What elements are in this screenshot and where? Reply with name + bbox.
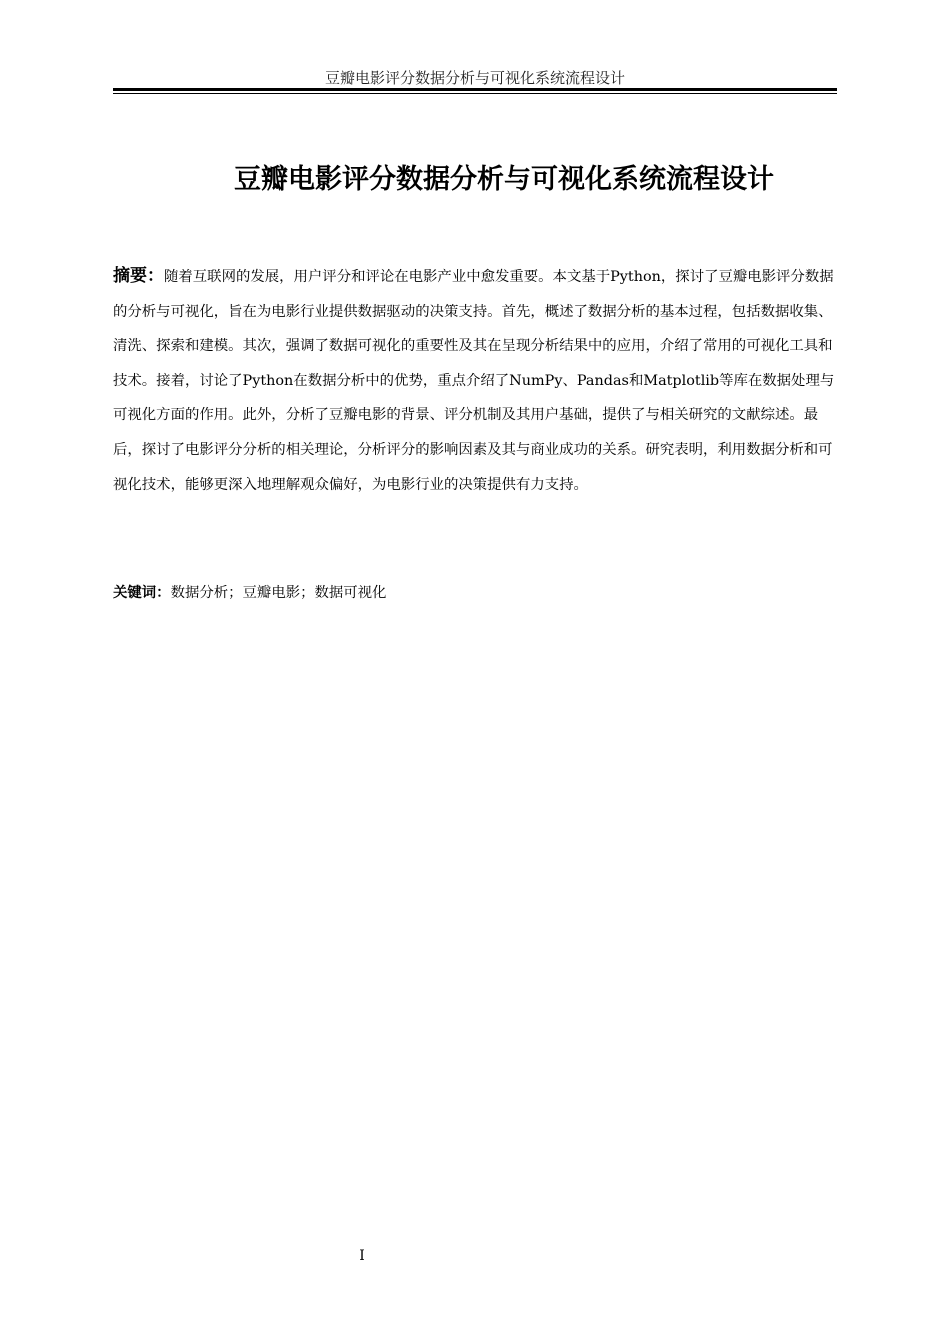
keywords-label: 关键词： [113, 584, 171, 601]
paper-title: 豆瓣电影评分数据分析与可视化系统流程设计 [234, 164, 774, 195]
abstract-text: 随着互联网的发展，用户评分和评论在电影产业中愈发重要。本文基于Python，探讨了豆瓣电影评分数据的分析与可视化，旨在为电影行业提供数据驱动的决策支持。首先，概述了数据分析的基本过程，包括数据收集、清洗、探索和建模。其次，强调了数据可视化的重要性及其在呈现分析结果中的应用，介绍了常用的可视化工具和技术。接着，讨论了Python在数据分析中的优势，重点介绍了NumPy、Pandas和Matplotlib等库在数据处理与可视化方面的作用。此外，分析了豆瓣电影的背景、评分机制及其用户基础，提供了与相关研究的文献综述。最后，探讨了电影评分分析的相关理论，分析评分的影响因素及其与商业成功的关系。研究表明，利用数据分析和可视化技术，能够更深入地理解观众偏好，为电影行业的决策提供有力支持。 [113, 269, 835, 493]
running-header: 豆瓣电影评分数据分析与可视化系统流程设计 [324, 69, 625, 87]
abstract-paragraph [113, 259, 843, 502]
header-rule-thin [113, 93, 837, 94]
keywords-line [113, 578, 843, 608]
keywords-text: 数据分析；豆瓣电影；数据可视化 [170, 585, 387, 601]
abstract-label: 摘要： [113, 266, 164, 286]
header-rule-thick [113, 88, 837, 91]
page-number: I [359, 1248, 365, 1264]
